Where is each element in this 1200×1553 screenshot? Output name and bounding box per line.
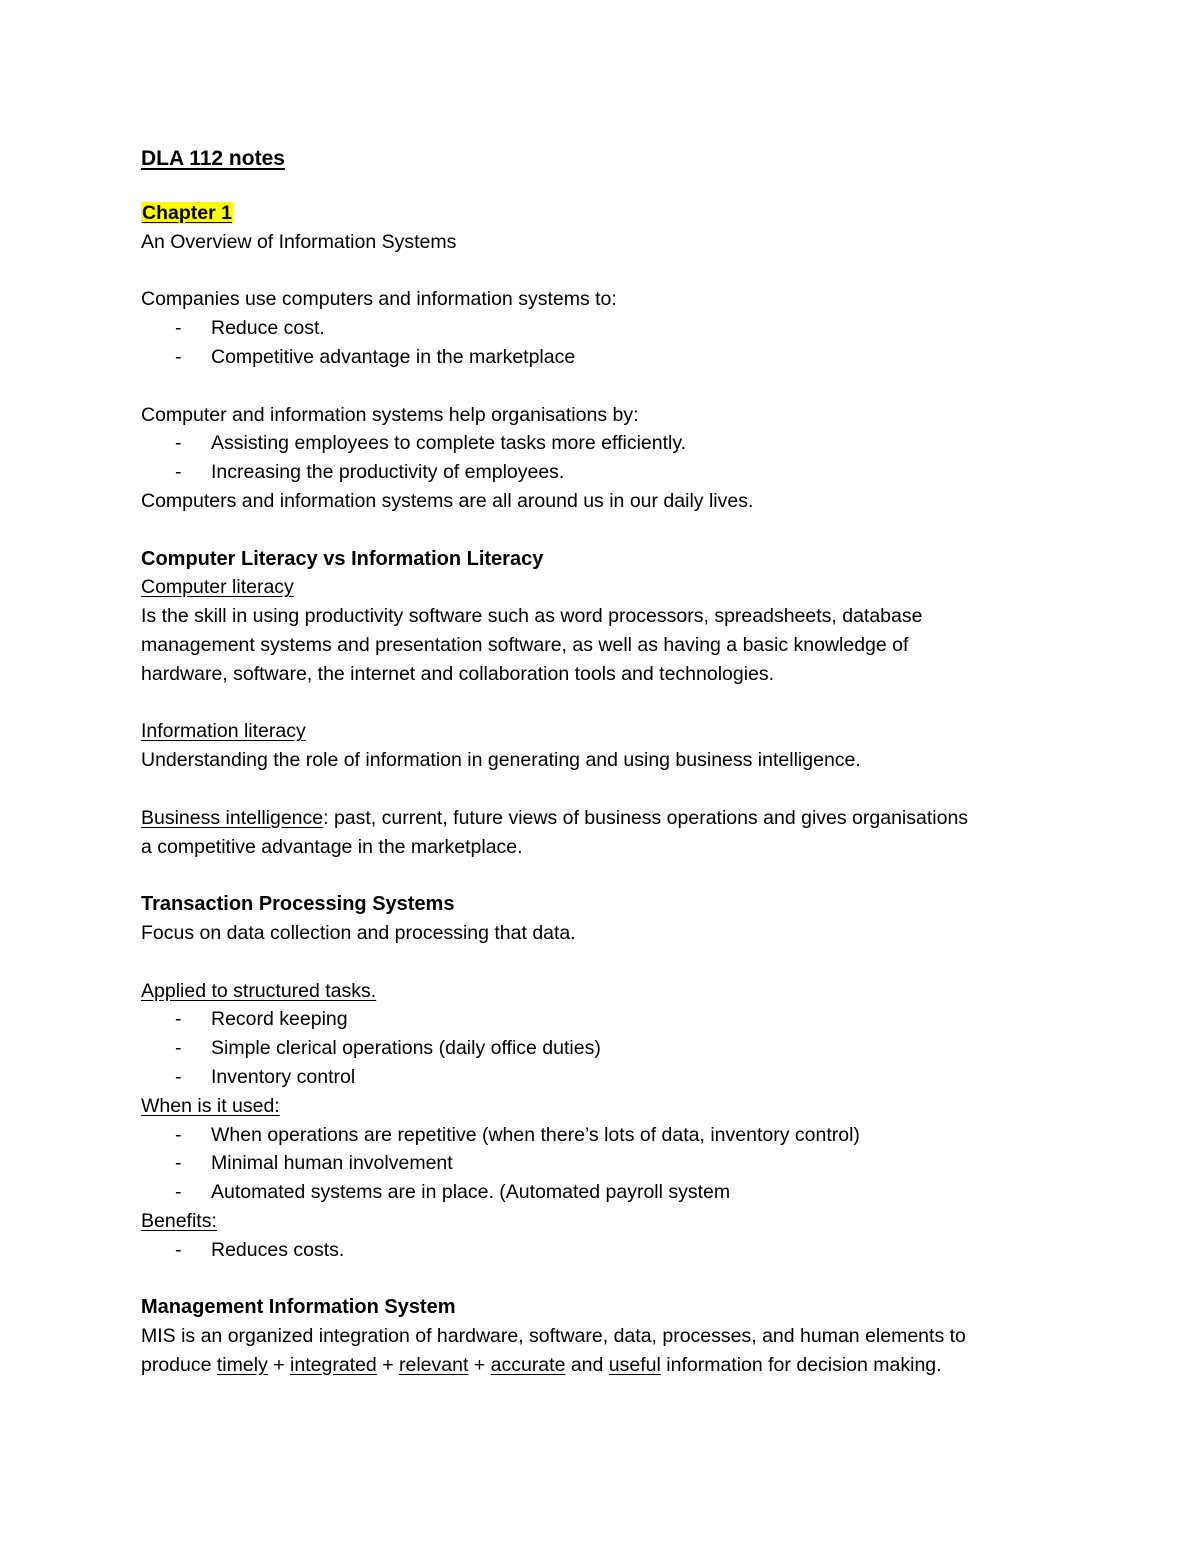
mis-qualities-line	[141, 1351, 1071, 1380]
plus-sign: +	[267, 1353, 291, 1376]
mis-text: produce	[141, 1353, 217, 1376]
bullet-dash: -	[175, 1123, 182, 1146]
document-page	[141, 142, 1071, 1380]
chapter-highlight: Chapter 1	[142, 202, 232, 224]
bullet-dash: -	[175, 461, 182, 484]
quality-accurate: accurate	[490, 1353, 566, 1376]
list-item	[141, 1121, 1071, 1150]
list-item	[141, 458, 1071, 487]
bullet-dash: -	[175, 345, 182, 368]
plus-sign: +	[376, 1353, 400, 1376]
quality-integrated: integrated	[290, 1353, 377, 1376]
list-item-text: Minimal human involvement	[211, 1152, 453, 1175]
list-item-text: Reduce cost.	[211, 317, 325, 340]
list-item	[141, 1178, 1071, 1207]
bullet-dash: -	[175, 317, 182, 340]
list-item-text: Record keeping	[211, 1008, 348, 1031]
business-intelligence-text: : past, current, future views of business operations and gives organisations	[323, 806, 969, 829]
list-item-text: Simple clerical operations (daily office duties)	[211, 1037, 601, 1060]
bullet-dash: -	[175, 1065, 182, 1088]
list-item	[141, 314, 1071, 343]
list-item-text: Inventory control	[211, 1065, 356, 1088]
benefits-label	[141, 1207, 1071, 1236]
paragraph-line: Understanding the role of information in generating and using business intelligence.	[141, 749, 861, 772]
when-used-label	[141, 1092, 1071, 1121]
business-intelligence-label: Business intelligence	[141, 806, 324, 829]
bullet-dash: -	[175, 1008, 182, 1031]
mis-text: and	[565, 1353, 609, 1376]
list-item	[141, 1034, 1071, 1063]
paragraph-line: management systems and presentation software, as well as having a basic knowledge of	[141, 633, 909, 656]
computer-literacy-label	[141, 573, 1071, 602]
list-item	[141, 343, 1071, 372]
list-item	[141, 429, 1071, 458]
chapter-subtitle: An Overview of Information Systems	[141, 230, 457, 253]
chapter-heading	[141, 199, 1071, 228]
mis-text: information for decision making.	[660, 1353, 942, 1376]
list-item	[141, 1005, 1071, 1034]
paragraph-line: MIS is an organized integration of hardware, software, data, processes, and human elements to	[141, 1325, 966, 1348]
list-item-text: Assisting employees to complete tasks more efficiently.	[211, 432, 687, 455]
quality-relevant: relevant	[399, 1353, 469, 1376]
when-used-label-text: When is it used:	[141, 1094, 280, 1117]
help-intro: Computer and information systems help organisations by:	[141, 403, 639, 426]
paragraph-line: a competitive advantage in the marketplace.	[141, 835, 523, 858]
list-item	[141, 1149, 1071, 1178]
paragraph-line: Focus on data collection and processing that data.	[141, 921, 576, 944]
list-item-text: Competitive advantage in the marketplace	[211, 345, 576, 368]
business-intelligence-line	[141, 804, 1071, 833]
applied-label-text: Applied to structured tasks.	[141, 979, 377, 1002]
bullet-dash: -	[175, 432, 182, 455]
section-heading-tps: Transaction Processing Systems	[141, 893, 455, 916]
applied-label	[141, 977, 1071, 1006]
companies-intro: Companies use computers and information systems to:	[141, 288, 617, 311]
paragraph-line: hardware, software, the internet and collaboration tools and technologies.	[141, 662, 775, 685]
section-heading-literacy: Computer Literacy vs Information Literacy	[141, 547, 544, 570]
list-item	[141, 1063, 1071, 1092]
bullet-dash: -	[175, 1181, 182, 1204]
list-item	[141, 1236, 1071, 1265]
list-item-text: When operations are repetitive (when there’s lots of data, inventory control)	[211, 1123, 860, 1146]
list-item-text: Reduces costs.	[211, 1238, 345, 1261]
help-after: Computers and information systems are all around us in our daily lives.	[141, 489, 754, 512]
information-literacy-label	[141, 717, 1071, 746]
list-item-text: Automated systems are in place. (Automated payroll system	[211, 1181, 731, 1204]
information-literacy-label-text: Information literacy	[141, 720, 306, 743]
bullet-dash: -	[175, 1238, 182, 1261]
plus-sign: +	[468, 1353, 491, 1376]
quality-timely: timely	[216, 1353, 268, 1376]
section-heading-mis: Management Information System	[141, 1296, 456, 1319]
quality-useful: useful	[608, 1353, 661, 1376]
benefits-label-text: Benefits:	[141, 1209, 217, 1232]
computer-literacy-label-text: Computer literacy	[141, 576, 294, 599]
list-item-text: Increasing the productivity of employees.	[211, 461, 565, 484]
paragraph-line: Is the skill in using productivity software such as word processors, spreadsheets, database	[141, 605, 923, 628]
bullet-dash: -	[175, 1152, 182, 1175]
bullet-dash: -	[175, 1037, 182, 1060]
document-title: DLA 112 notes	[141, 147, 285, 170]
